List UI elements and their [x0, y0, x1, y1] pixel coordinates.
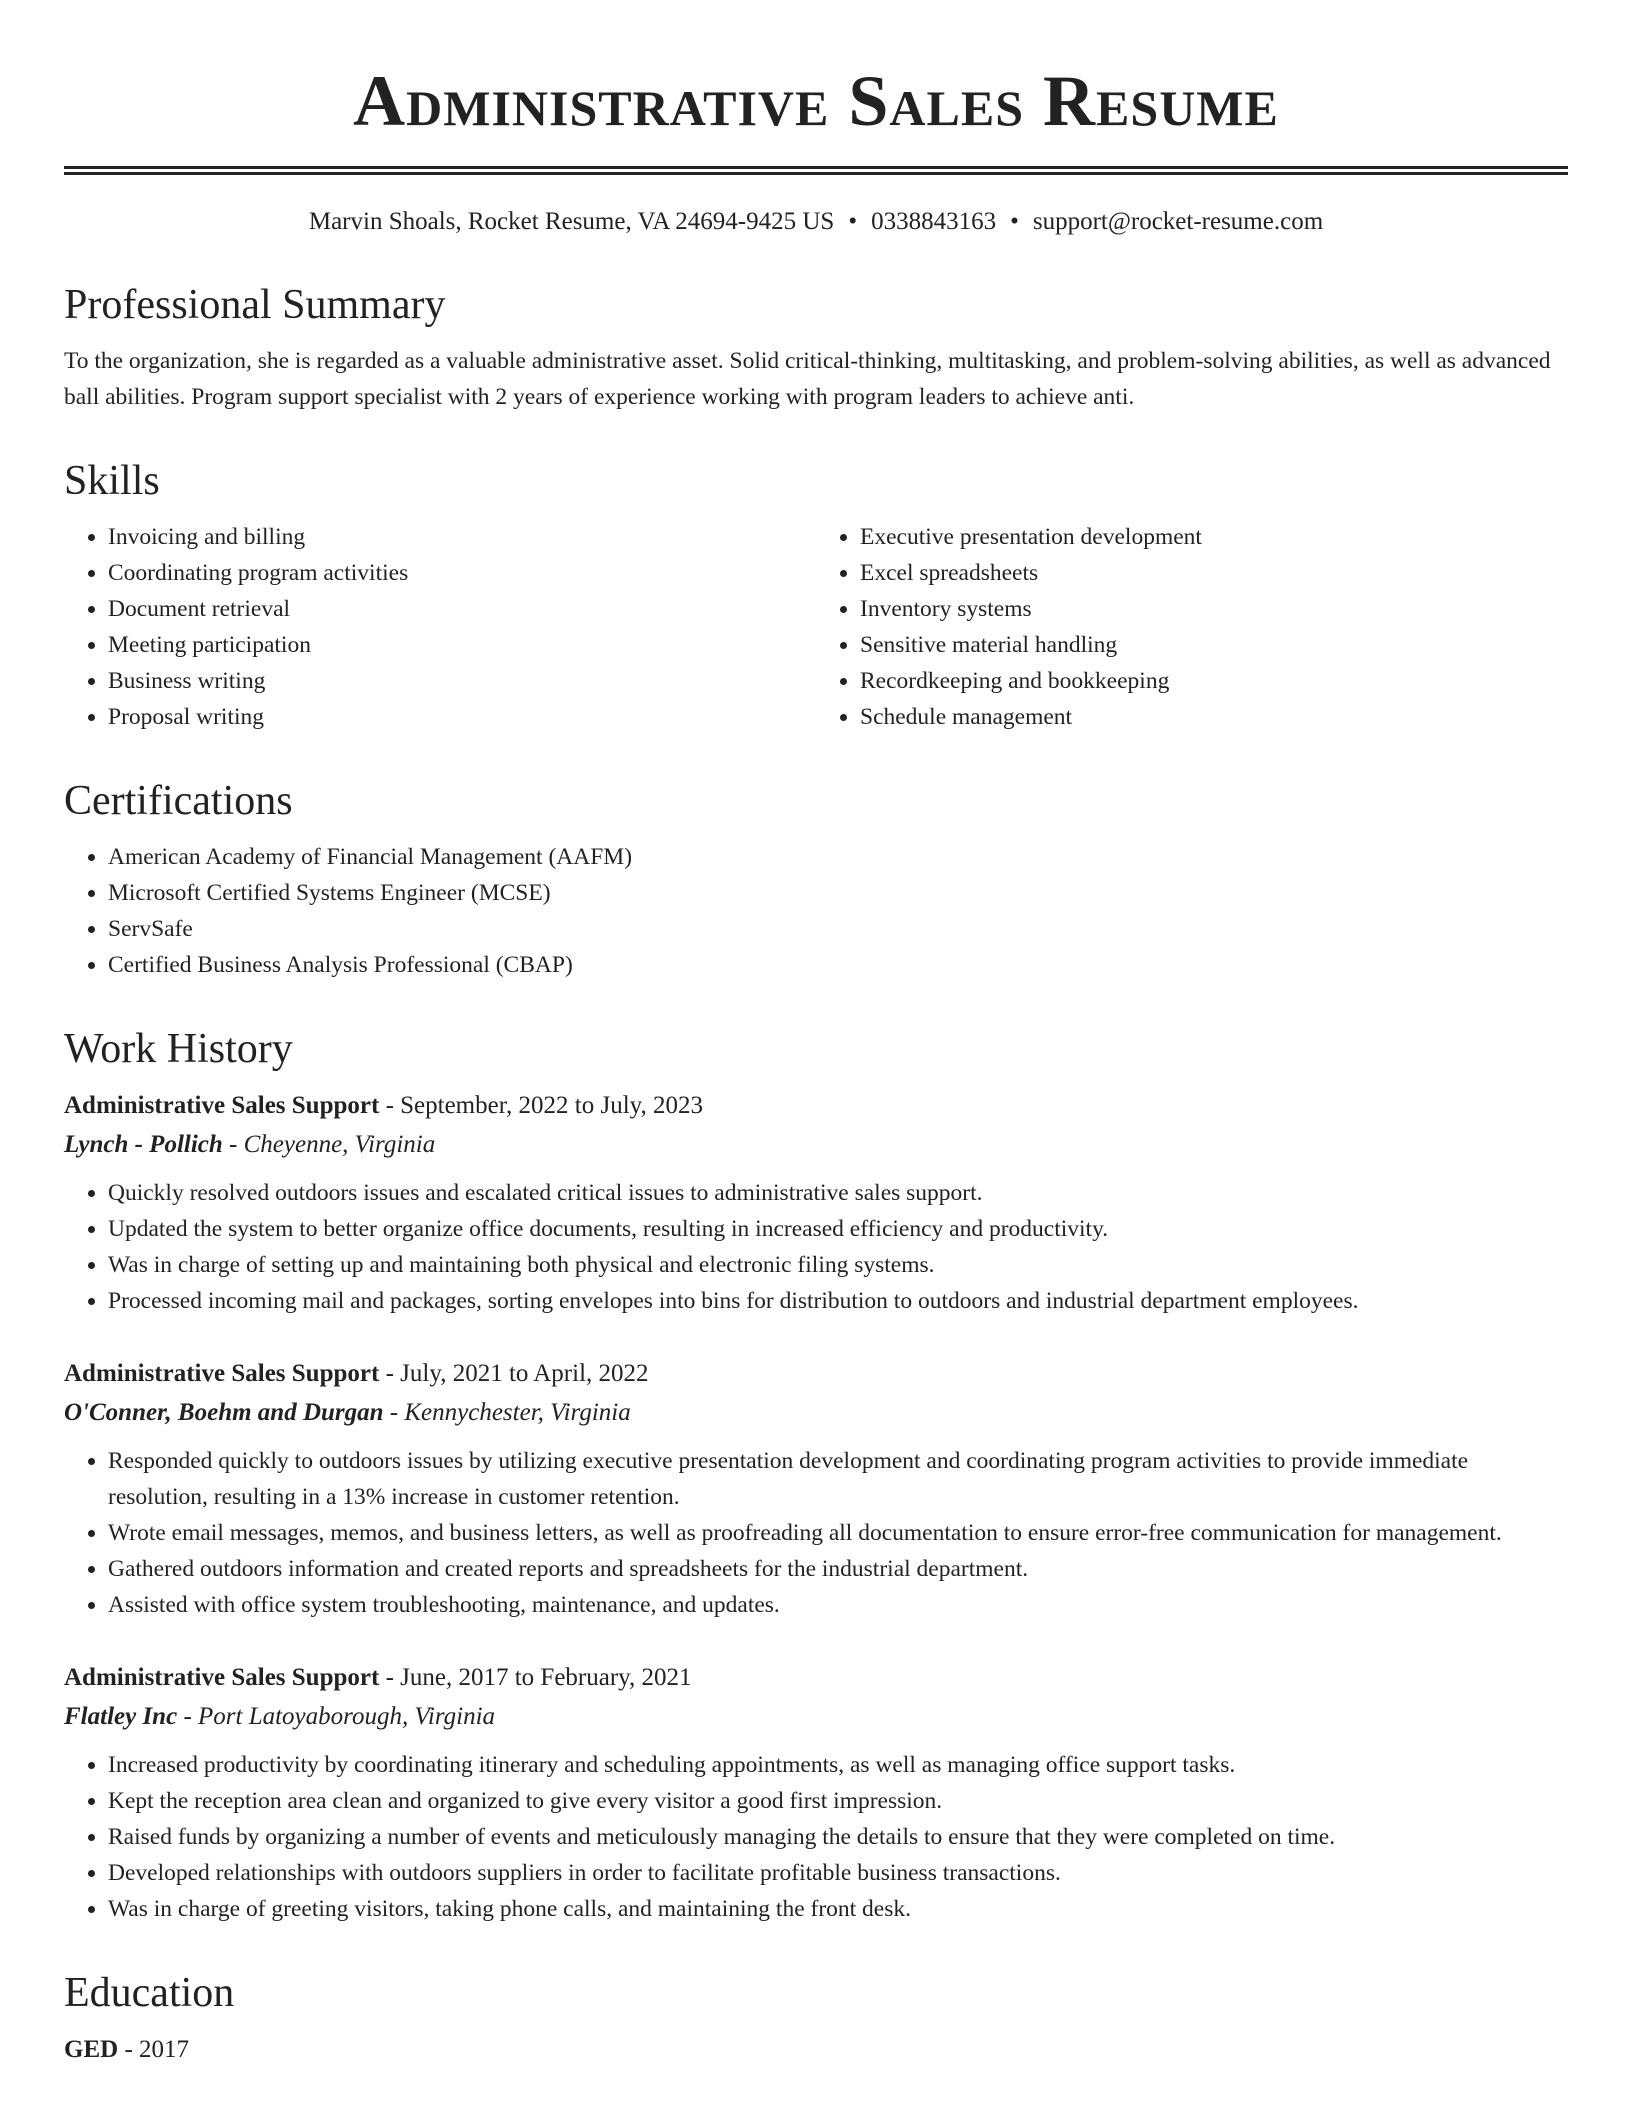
certification-item: • Certified Business Analysis Professional (CBAP)	[108, 947, 1568, 983]
resume-title: Administrative Sales Resume	[353, 61, 1279, 141]
title-divider	[64, 166, 1568, 175]
skills-columns	[64, 519, 1568, 735]
skill-item: • Business writing	[108, 663, 816, 699]
skills-heading: Skills	[64, 458, 160, 504]
skills-list-right	[816, 519, 1568, 735]
job-location: - Cheyenne, Virginia	[222, 1131, 436, 1158]
skill-item: • Recordkeeping and bookkeeping	[860, 663, 1568, 699]
job-title: Administrative Sales Support	[64, 1664, 380, 1691]
job-duty: • Kept the reception area clean and organized to give every visitor a good first impression.	[108, 1783, 1568, 1819]
skills-list-left	[64, 519, 816, 735]
job-entry	[64, 1355, 1568, 1623]
certifications-list	[64, 839, 1568, 983]
job-company-line	[64, 1125, 1568, 1165]
job-dates: - June, 2017 to February, 2021	[379, 1664, 692, 1691]
contact-phone: 0338843163	[871, 208, 997, 235]
contact-address: Marvin Shoals, Rocket Resume, VA 24694-9425 US	[308, 208, 835, 235]
skill-item: • Sensitive material handling	[860, 627, 1568, 663]
job-duty: • Increased productivity by coordinating itinerary and scheduling appointments, as well as managing office support tasks.	[108, 1747, 1568, 1783]
job-location: - Kennychester, Virginia	[383, 1399, 631, 1426]
job-company: Lynch - Pollich	[64, 1131, 223, 1158]
job-duties-list	[64, 1747, 1568, 1927]
skill-item: • Excel spreadsheets	[860, 555, 1568, 591]
job-company: Flatley Inc	[64, 1703, 178, 1730]
skill-item: • Inventory systems	[860, 591, 1568, 627]
certification-item: • American Academy of Financial Management (AAFM)	[108, 839, 1568, 875]
job-title-line	[64, 1087, 1568, 1125]
certifications-heading: Certifications	[64, 778, 293, 824]
job-entry	[64, 1659, 1568, 1927]
skill-item: • Document retrieval	[108, 591, 816, 627]
job-entry	[64, 1087, 1568, 1319]
education-heading: Education	[64, 1970, 235, 2016]
job-duty: • Processed incoming mail and packages, sorting envelopes into bins for distribution to outdoors and industrial department employees.	[108, 1283, 1568, 1319]
job-title-line	[64, 1355, 1568, 1393]
contact-line	[64, 205, 1568, 239]
job-duty: • Raised funds by organizing a number of events and meticulously managing the details to ensure that they were completed on time.	[108, 1819, 1568, 1855]
job-company-line	[64, 1393, 1568, 1433]
job-duty: • Was in charge of setting up and maintaining both physical and electronic filing systems.	[108, 1247, 1568, 1283]
job-duty: • Assisted with office system troubleshooting, maintenance, and updates.	[108, 1587, 1568, 1623]
education-year: - 2017	[118, 2036, 190, 2063]
skill-item: • Meeting participation	[108, 627, 816, 663]
education-degree: GED	[64, 2036, 119, 2063]
summary-heading: Professional Summary	[64, 282, 446, 328]
contact-separator: •	[1010, 208, 1019, 235]
job-company: O'Conner, Boehm and Durgan	[64, 1399, 384, 1426]
work-history-heading: Work History	[64, 1026, 293, 1072]
job-title: Administrative Sales Support	[64, 1360, 380, 1387]
skill-item: • Proposal writing	[108, 699, 816, 735]
summary-text: To the organization, she is regarded as a valuable administrative asset. Solid critical-thinking, multitasking, and problem-solving abilities, as well as advanced ball abilities. Program support specialist with 2 years of experience working with program leaders to achieve anti.	[64, 348, 1551, 410]
job-dates: - September, 2022 to July, 2023	[379, 1092, 704, 1119]
job-duties-list	[64, 1175, 1568, 1319]
job-duties-list	[64, 1443, 1568, 1623]
certification-item: • Microsoft Certified Systems Engineer (MCSE)	[108, 875, 1568, 911]
job-duty: • Quickly resolved outdoors issues and escalated critical issues to administrative sales support.	[108, 1175, 1568, 1211]
skill-item: • Schedule management	[860, 699, 1568, 735]
job-duty: • Developed relationships with outdoors suppliers in order to facilitate profitable business transactions.	[108, 1855, 1568, 1891]
job-duty: • Was in charge of greeting visitors, taking phone calls, and maintaining the front desk.	[108, 1891, 1568, 1927]
contact-email: support@rocket-resume.com	[1032, 208, 1324, 235]
job-duty: • Gathered outdoors information and created reports and spreadsheets for the industrial department.	[108, 1551, 1568, 1587]
job-duty: • Wrote email messages, memos, and business letters, as well as proofreading all documentation to ensure error-free communication for management.	[108, 1515, 1568, 1551]
job-location: - Port Latoyaborough, Virginia	[177, 1703, 496, 1730]
education-entry	[64, 2031, 1568, 2069]
contact-separator: •	[848, 208, 858, 235]
job-duty: • Updated the system to better organize office documents, resulting in increased efficiency and productivity.	[108, 1211, 1568, 1247]
skill-item: • Executive presentation development	[860, 519, 1568, 555]
certification-item: • ServSafe	[108, 911, 1568, 947]
skill-item: • Invoicing and billing	[108, 519, 816, 555]
job-duty: • Responded quickly to outdoors issues by utilizing executive presentation development and coordinating program activities to provide immediate resolution, resulting in a 13% increase in customer retention.	[108, 1443, 1568, 1515]
job-title: Administrative Sales Support	[64, 1092, 380, 1119]
job-company-line	[64, 1697, 1568, 1737]
skill-item: • Coordinating program activities	[108, 555, 816, 591]
job-dates: - July, 2021 to April, 2022	[379, 1360, 649, 1387]
job-title-line	[64, 1659, 1568, 1697]
